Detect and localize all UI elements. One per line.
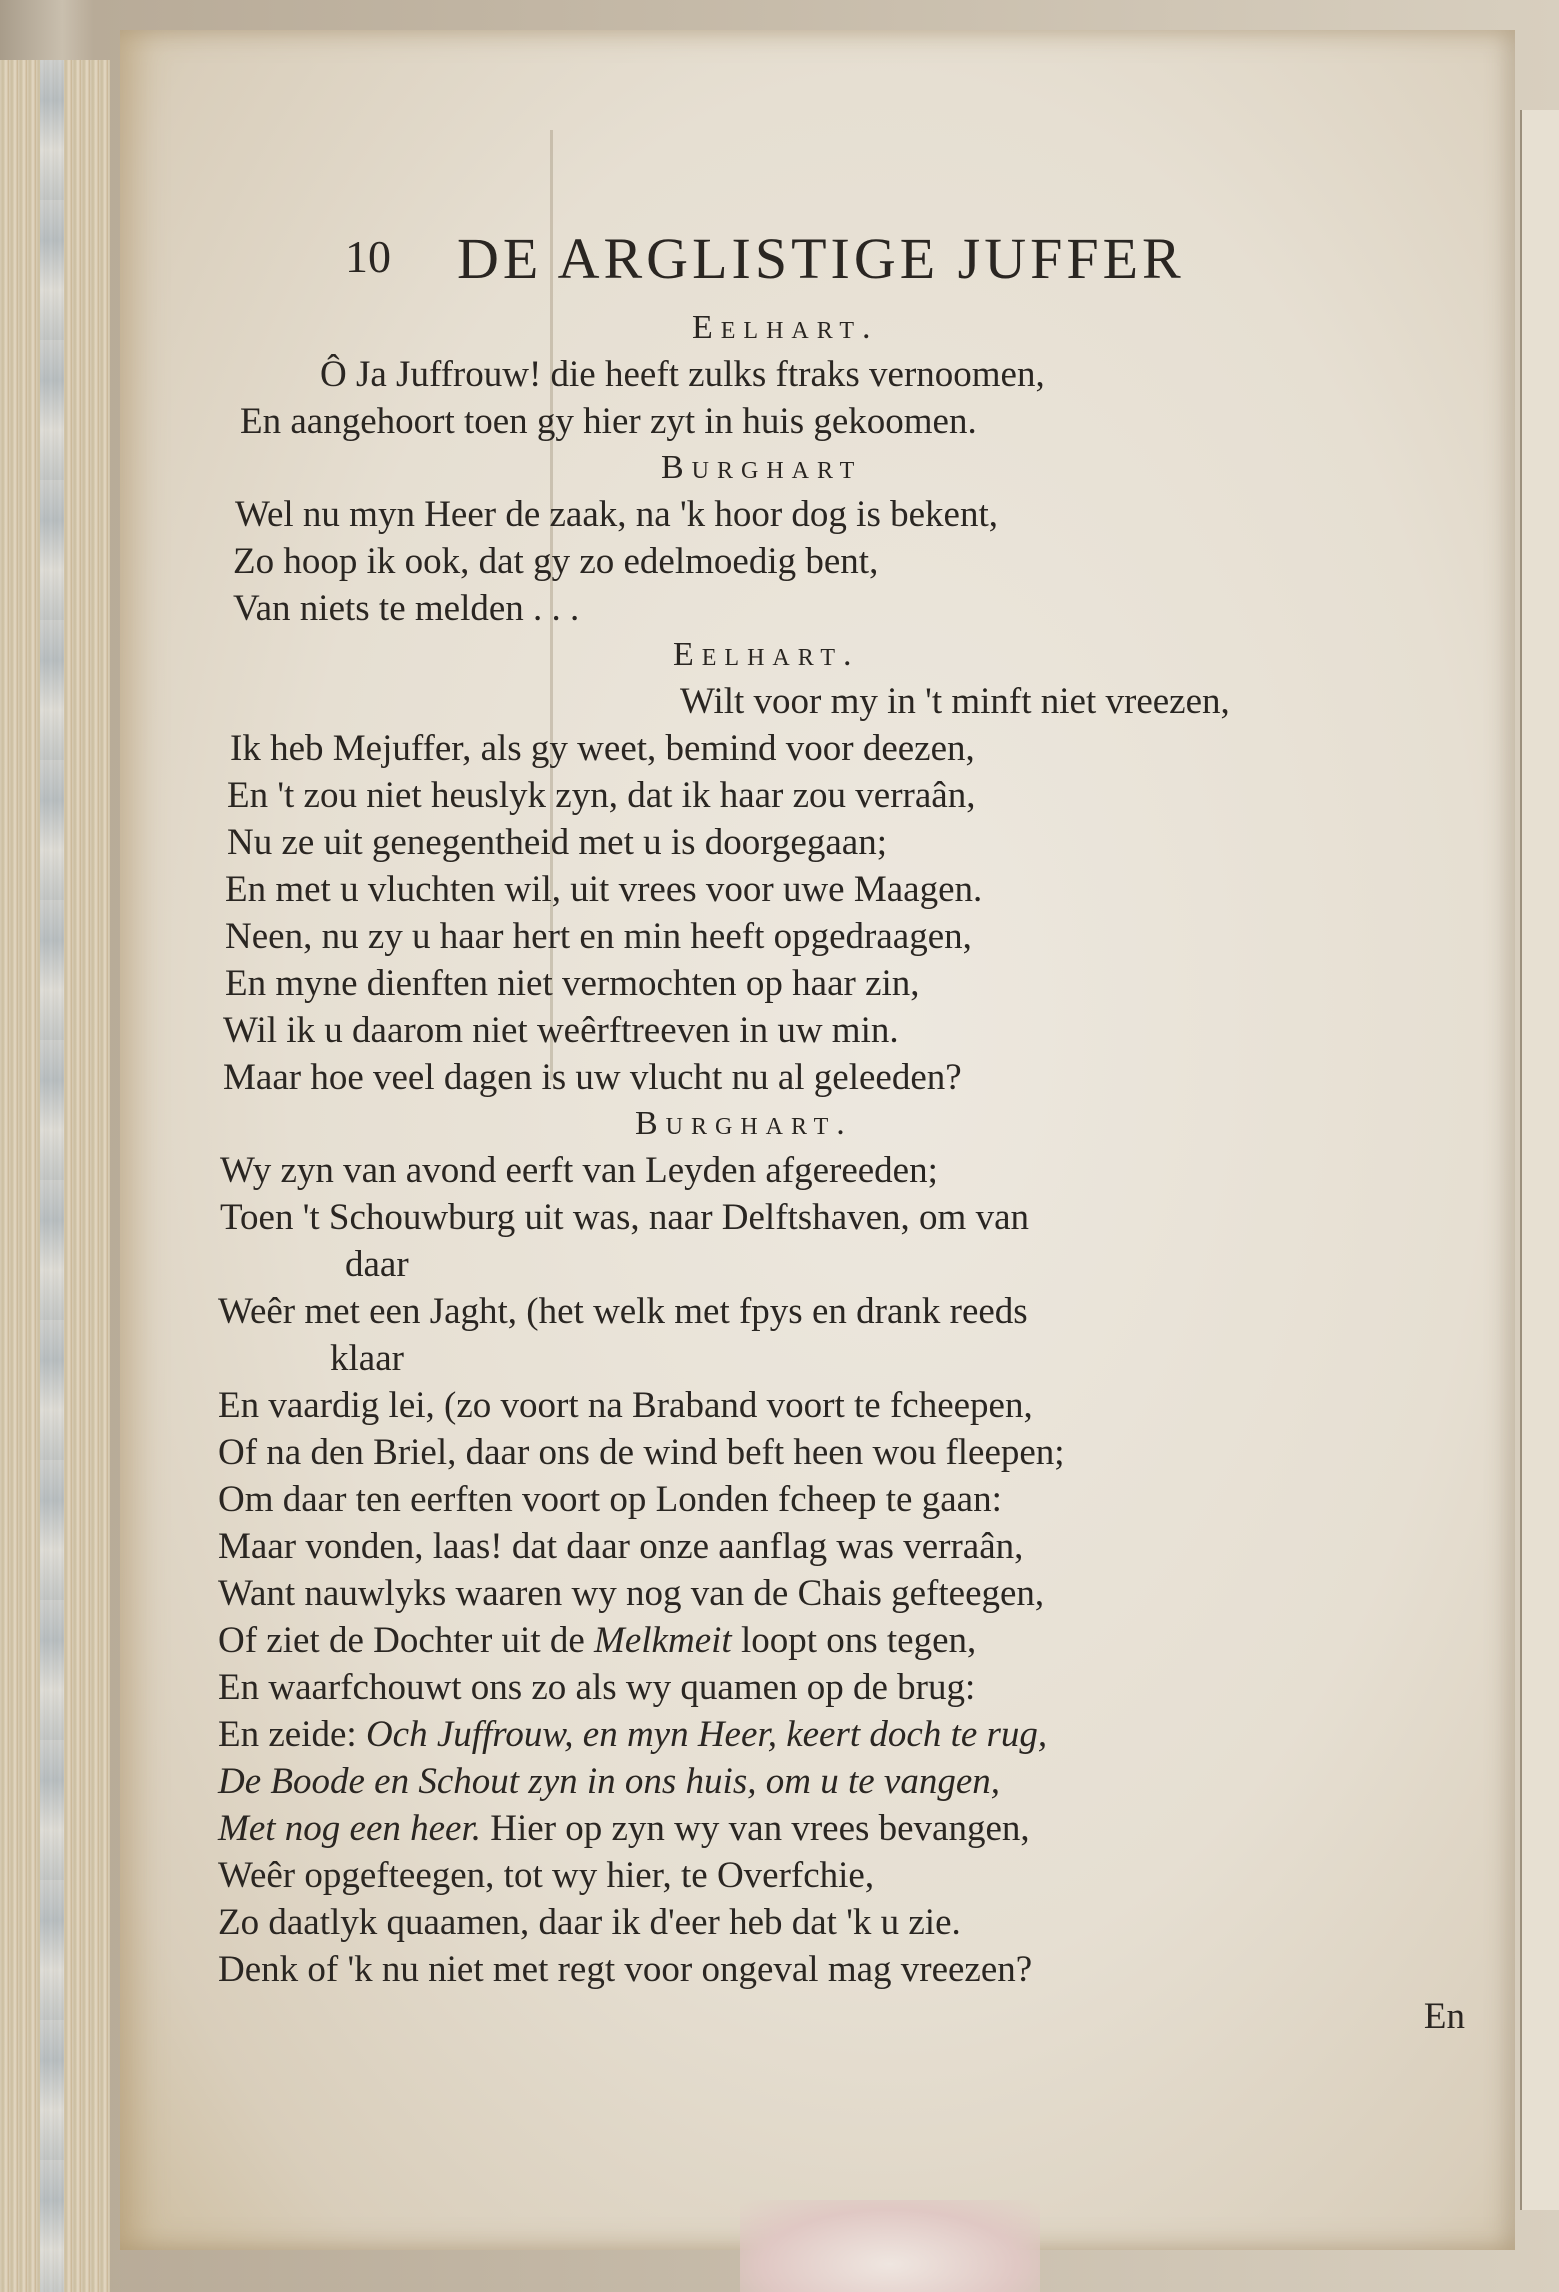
verse-line: Van niets te melden . . . <box>233 588 580 629</box>
verse-fragment: loopt ons tegen, <box>731 1620 977 1661</box>
verse-line: Zo daatlyk quaamen, daar ik d'eer heb dat 'k u zie. <box>218 1902 961 1943</box>
verse-line: Toen 't Schouwburg uit was, naar Delftshaven, om van <box>220 1197 1029 1238</box>
book-cover-edge <box>40 60 64 2292</box>
verse-line: En waarfchouwt ons zo als wy quamen op de brug: <box>218 1667 976 1708</box>
running-title: DE ARGLISTIGE JUFFER <box>457 226 1185 291</box>
speaker-name: Burghart. <box>635 1105 853 1142</box>
verse-line: Ô Ja Juffrouw! die heeft zulks ftraks vernoomen, <box>320 354 1045 395</box>
speaker-name: Eelhart. <box>692 309 879 346</box>
verse-line <box>215 1711 1465 1758</box>
verse-line <box>215 1805 1465 1852</box>
verse-line: Nu ze uit genegentheid met u is doorgegaan; <box>227 822 887 863</box>
verse-line: Want nauwlyks waaren wy nog van de Chais gefteegen, <box>218 1573 1045 1614</box>
verse-line: daar <box>345 1244 409 1285</box>
verse-line: En 't zou niet heuslyk zyn, dat ik haar zou verraân, <box>227 775 976 816</box>
verse-line: Weêr opgefteegen, tot wy hier, te Overfchie, <box>218 1855 875 1896</box>
speaker-name: Eelhart. <box>673 636 860 673</box>
verse-line: En met u vluchten wil, uit vrees voor uwe Maagen. <box>225 869 983 910</box>
verse-line: Om daar ten eerften voort op Londen fcheep te gaan: <box>218 1479 1002 1520</box>
verse-line: Maar vonden, laas! dat daar onze aanflag was verraân, <box>218 1526 1024 1567</box>
catchword: En <box>1423 1996 1465 2037</box>
verse-line: Ik heb Mejuffer, als gy weet, bemind voor deezen, <box>230 728 975 769</box>
verse-line: Denk of 'k nu niet met regt voor ongeval mag vreezen? <box>218 1949 1033 1990</box>
verse-fragment: Melkmeit <box>594 1620 732 1661</box>
verse-line: Zo hoop ik ook, dat gy zo edelmoedig bent, <box>233 541 879 582</box>
page-number: 10 <box>345 231 391 282</box>
verse-line: Wil ik u daarom niet weêrftreeven in uw min. <box>223 1010 899 1051</box>
verse-fragment: En zeide: <box>218 1714 366 1755</box>
verse-line <box>215 1617 1465 1664</box>
page-header <box>215 225 1465 305</box>
verse-lines <box>215 305 1465 1993</box>
verse-fragment: Of ziet de Dochter uit de <box>218 1620 595 1661</box>
verse-fragment: Met nog een heer. <box>218 1808 482 1849</box>
page-text <box>215 225 1465 2040</box>
verse-line: Wel nu myn Heer de zaak, na 'k hoor dog is bekent, <box>235 494 998 535</box>
facing-page-edge <box>1520 110 1559 2210</box>
verse-line: Wy zyn van avond eerft van Leyden afgereeden; <box>220 1150 938 1191</box>
verse-line: Wilt voor my in 't minft niet vreezen, <box>680 681 1230 722</box>
verse-line: En myne dienften niet vermochten op haar zin, <box>225 963 920 1004</box>
verse-line: En vaardig lei, (zo voort na Braband voort te fcheepen, <box>218 1385 1033 1426</box>
verse-line: Weêr met een Jaght, (het welk met fpys en drank reeds <box>218 1291 1028 1332</box>
verse-line: Neen, nu zy u haar hert en min heeft opgedraagen, <box>225 916 972 957</box>
bookmark-tab <box>740 2200 1040 2292</box>
speaker-name: Burghart <box>661 449 863 486</box>
verse-line: Of na den Briel, daar ons de wind beft heen wou fleepen; <box>218 1432 1065 1473</box>
verse-line: klaar <box>330 1338 404 1379</box>
verse-fragment: Och Juffrouw, en myn Heer, keert doch te rug, <box>365 1714 1048 1755</box>
verse-line: En aangehoort toen gy hier zyt in huis gekoomen. <box>240 401 977 442</box>
verse-fragment: Hier op zyn wy van vrees bevangen, <box>481 1808 1030 1849</box>
verse-line: Maar hoe veel dagen is uw vlucht nu al geleeden? <box>223 1057 962 1098</box>
verse-fragment: De Boode en Schout zyn in ons huis, om u te vangen, <box>218 1761 1000 1802</box>
verse-line <box>215 1758 1465 1805</box>
